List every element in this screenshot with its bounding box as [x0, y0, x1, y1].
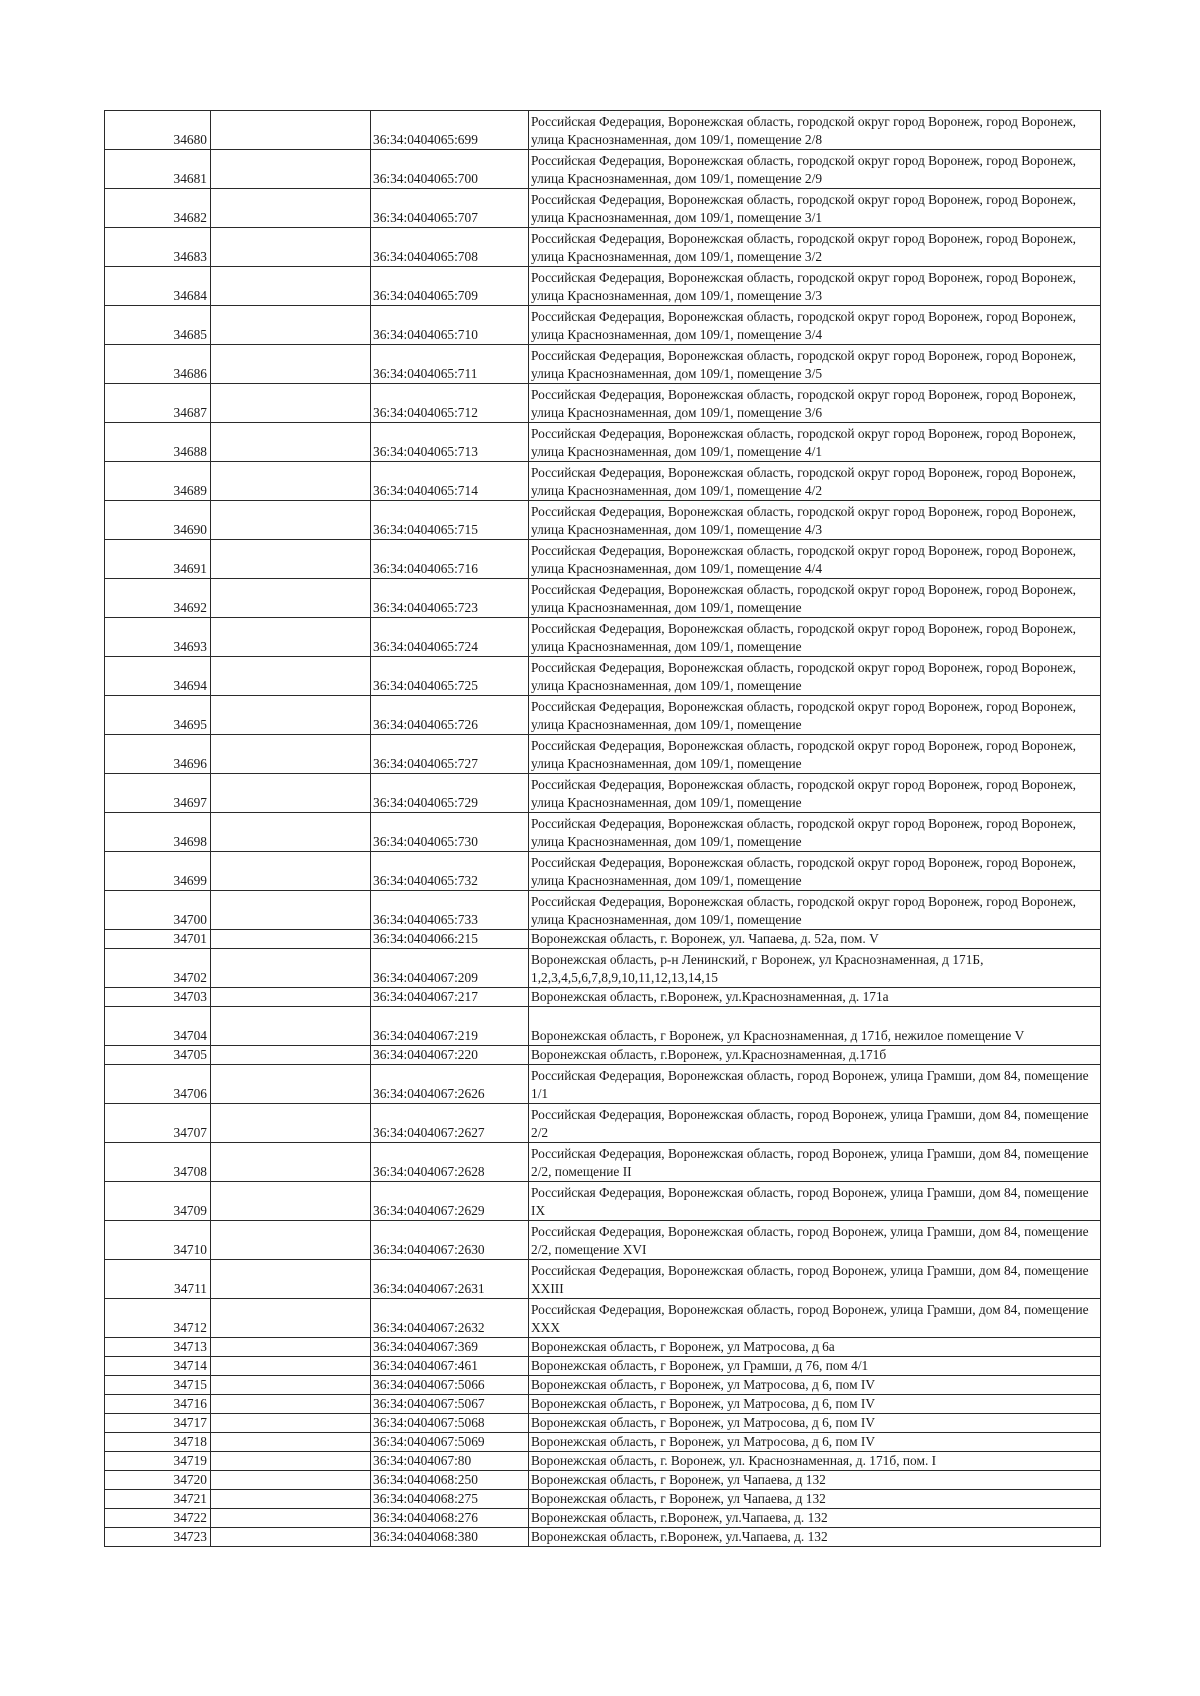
table-row — [105, 345, 1101, 384]
cadastral-number-cell: 36:34:0404065:733 — [371, 891, 529, 930]
empty-cell — [211, 462, 371, 501]
table-row — [105, 1260, 1101, 1299]
cadastral-number-cell: 36:34:0404067:2630 — [371, 1221, 529, 1260]
table-row — [105, 949, 1101, 988]
row-number-cell: 34685 — [105, 306, 211, 345]
empty-cell — [211, 345, 371, 384]
empty-cell — [211, 1395, 371, 1414]
property-table — [104, 110, 1101, 1547]
cadastral-number-cell: 36:34:0404065:729 — [371, 774, 529, 813]
cadastral-number-cell: 36:34:0404065:716 — [371, 540, 529, 579]
cadastral-number-cell: 36:34:0404068:275 — [371, 1490, 529, 1509]
empty-cell — [211, 1414, 371, 1433]
empty-cell — [211, 988, 371, 1007]
row-number-cell: 34723 — [105, 1528, 211, 1547]
address-cell: Российская Федерация, Воронежская область, городской округ город Воронеж, город Воронеж, улица Краснознаменная, дом 109/1, помещение 4/1 — [529, 423, 1101, 462]
address-cell: Российская Федерация, Воронежская область, город Воронеж, улица Грамши, дом 84, помещение 1/1 — [529, 1065, 1101, 1104]
empty-cell — [211, 735, 371, 774]
address-cell: Воронежская область, г Воронеж, ул Чапаева, д 132 — [529, 1471, 1101, 1490]
table-row — [105, 657, 1101, 696]
table-row — [105, 735, 1101, 774]
empty-cell — [211, 1260, 371, 1299]
empty-cell — [211, 1065, 371, 1104]
row-number-cell: 34712 — [105, 1299, 211, 1338]
empty-cell — [211, 1509, 371, 1528]
row-number-cell: 34714 — [105, 1357, 211, 1376]
address-cell: Воронежская область, г Воронеж, ул Матросова, д 6а — [529, 1338, 1101, 1357]
address-cell: Воронежская область, г Воронеж, ул Матросова, д 6, пом IV — [529, 1433, 1101, 1452]
row-number-cell: 34687 — [105, 384, 211, 423]
table-row — [105, 1046, 1101, 1065]
row-number-cell: 34717 — [105, 1414, 211, 1433]
table-row — [105, 228, 1101, 267]
table-row — [105, 1433, 1101, 1452]
cadastral-number-cell: 36:34:0404067:2629 — [371, 1182, 529, 1221]
table-row — [105, 111, 1101, 150]
row-number-cell: 34716 — [105, 1395, 211, 1414]
row-number-cell: 34718 — [105, 1433, 211, 1452]
table-row — [105, 1395, 1101, 1414]
table-row — [105, 1471, 1101, 1490]
table-row — [105, 267, 1101, 306]
row-number-cell: 34689 — [105, 462, 211, 501]
table-row — [105, 1490, 1101, 1509]
cadastral-number-cell: 36:34:0404065:709 — [371, 267, 529, 306]
address-cell: Российская Федерация, Воронежская область, городской округ город Воронеж, город Воронеж, улица Краснознаменная, дом 109/1, помещение 2/8 — [529, 111, 1101, 150]
address-cell: Российская Федерация, Воронежская область, город Воронеж, улица Грамши, дом 84, помещение XXIII — [529, 1260, 1101, 1299]
table-row — [105, 1338, 1101, 1357]
address-cell: Воронежская область, г.Воронеж, ул.Чапаева, д. 132 — [529, 1528, 1101, 1547]
table-row — [105, 423, 1101, 462]
table-row — [105, 1182, 1101, 1221]
property-table-body — [105, 111, 1101, 1547]
empty-cell — [211, 1452, 371, 1471]
cadastral-number-cell: 36:34:0404065:727 — [371, 735, 529, 774]
cadastral-number-cell: 36:34:0404067:2627 — [371, 1104, 529, 1143]
row-number-cell: 34719 — [105, 1452, 211, 1471]
row-number-cell: 34681 — [105, 150, 211, 189]
address-cell: Российская Федерация, Воронежская область, городской округ город Воронеж, город Воронеж, улица Краснознаменная, дом 109/1, помещение 2/9 — [529, 150, 1101, 189]
address-cell: Российская Федерация, Воронежская область, городской округ город Воронеж, город Воронеж, улица Краснознаменная, дом 109/1, помещение — [529, 696, 1101, 735]
table-row — [105, 988, 1101, 1007]
empty-cell — [211, 657, 371, 696]
empty-cell — [211, 1376, 371, 1395]
cadastral-number-cell: 36:34:0404067:209 — [371, 949, 529, 988]
address-cell: Российская Федерация, Воронежская область, городской округ город Воронеж, город Воронеж, улица Краснознаменная, дом 109/1, помещение — [529, 618, 1101, 657]
address-cell: Российская Федерация, Воронежская область, город Воронеж, улица Грамши, дом 84, помещение XXX — [529, 1299, 1101, 1338]
cadastral-number-cell: 36:34:0404067:5069 — [371, 1433, 529, 1452]
empty-cell — [211, 852, 371, 891]
table-row — [105, 1065, 1101, 1104]
cadastral-number-cell: 36:34:0404067:461 — [371, 1357, 529, 1376]
table-row — [105, 618, 1101, 657]
row-number-cell: 34683 — [105, 228, 211, 267]
table-row — [105, 1007, 1101, 1046]
address-cell: Российская Федерация, Воронежская область, городской округ город Воронеж, город Воронеж, улица Краснознаменная, дом 109/1, помещение 4/2 — [529, 462, 1101, 501]
cadastral-number-cell: 36:34:0404066:215 — [371, 930, 529, 949]
empty-cell — [211, 813, 371, 852]
cadastral-number-cell: 36:34:0404067:2632 — [371, 1299, 529, 1338]
empty-cell — [211, 1104, 371, 1143]
cadastral-number-cell: 36:34:0404068:380 — [371, 1528, 529, 1547]
empty-cell — [211, 1433, 371, 1452]
address-cell: Российская Федерация, Воронежская область, город Воронеж, улица Грамши, дом 84, помещение IX — [529, 1182, 1101, 1221]
row-number-cell: 34705 — [105, 1046, 211, 1065]
cadastral-number-cell: 36:34:0404067:80 — [371, 1452, 529, 1471]
address-cell: Воронежская область, г Воронеж, ул Матросова, д 6, пом IV — [529, 1376, 1101, 1395]
empty-cell — [211, 579, 371, 618]
address-cell: Российская Федерация, Воронежская область, город Воронеж, улица Грамши, дом 84, помещение 2/2, помещение XVI — [529, 1221, 1101, 1260]
empty-cell — [211, 930, 371, 949]
address-cell: Воронежская область, г. Воронеж, ул. Чапаева, д. 52а, пом. V — [529, 930, 1101, 949]
address-cell: Российская Федерация, Воронежская область, городской округ город Воронеж, город Воронеж, улица Краснознаменная, дом 109/1, помещение — [529, 657, 1101, 696]
row-number-cell: 34693 — [105, 618, 211, 657]
row-number-cell: 34701 — [105, 930, 211, 949]
row-number-cell: 34715 — [105, 1376, 211, 1395]
table-row — [105, 696, 1101, 735]
cadastral-number-cell: 36:34:0404067:5068 — [371, 1414, 529, 1433]
table-row — [105, 930, 1101, 949]
cadastral-number-cell: 36:34:0404065:714 — [371, 462, 529, 501]
address-cell: Российская Федерация, Воронежская область, городской округ город Воронеж, город Воронеж, улица Краснознаменная, дом 109/1, помещение — [529, 579, 1101, 618]
table-row — [105, 813, 1101, 852]
cadastral-number-cell: 36:34:0404067:217 — [371, 988, 529, 1007]
empty-cell — [211, 1046, 371, 1065]
empty-cell — [211, 111, 371, 150]
cadastral-number-cell: 36:34:0404068:250 — [371, 1471, 529, 1490]
table-row — [105, 1143, 1101, 1182]
row-number-cell: 34691 — [105, 540, 211, 579]
empty-cell — [211, 228, 371, 267]
table-row — [105, 306, 1101, 345]
empty-cell — [211, 1182, 371, 1221]
address-cell: Воронежская область, р-н Ленинский, г Воронеж, ул Краснознаменная, д 171Б, 1,2,3,4,5,6,7,8,9,10,11,12,13,14,15 — [529, 949, 1101, 988]
address-cell: Воронежская область, г Воронеж, ул Матросова, д 6, пом IV — [529, 1414, 1101, 1433]
cadastral-number-cell: 36:34:0404065:699 — [371, 111, 529, 150]
cadastral-number-cell: 36:34:0404068:276 — [371, 1509, 529, 1528]
row-number-cell: 34708 — [105, 1143, 211, 1182]
cadastral-number-cell: 36:34:0404067:369 — [371, 1338, 529, 1357]
row-number-cell: 34706 — [105, 1065, 211, 1104]
table-row — [105, 1509, 1101, 1528]
empty-cell — [211, 1221, 371, 1260]
row-number-cell: 34710 — [105, 1221, 211, 1260]
table-row — [105, 1376, 1101, 1395]
row-number-cell: 34698 — [105, 813, 211, 852]
address-cell: Российская Федерация, Воронежская область, городской округ город Воронеж, город Воронеж, улица Краснознаменная, дом 109/1, помещение 4/4 — [529, 540, 1101, 579]
row-number-cell: 34684 — [105, 267, 211, 306]
row-number-cell: 34721 — [105, 1490, 211, 1509]
row-number-cell: 34711 — [105, 1260, 211, 1299]
address-cell: Российская Федерация, Воронежская область, городской округ город Воронеж, город Воронеж, улица Краснознаменная, дом 109/1, помещение 3/2 — [529, 228, 1101, 267]
cadastral-number-cell: 36:34:0404067:2628 — [371, 1143, 529, 1182]
empty-cell — [211, 423, 371, 462]
cadastral-number-cell: 36:34:0404065:724 — [371, 618, 529, 657]
row-number-cell: 34720 — [105, 1471, 211, 1490]
empty-cell — [211, 696, 371, 735]
empty-cell — [211, 891, 371, 930]
row-number-cell: 34700 — [105, 891, 211, 930]
empty-cell — [211, 267, 371, 306]
address-cell: Воронежская область, г.Воронеж, ул.Краснознаменная, д. 171а — [529, 988, 1101, 1007]
address-cell: Российская Федерация, Воронежская область, городской округ город Воронеж, город Воронеж, улица Краснознаменная, дом 109/1, помещение 4/3 — [529, 501, 1101, 540]
table-row — [105, 1221, 1101, 1260]
address-cell: Российская Федерация, Воронежская область, город Воронеж, улица Грамши, дом 84, помещение 2/2, помещение II — [529, 1143, 1101, 1182]
empty-cell — [211, 501, 371, 540]
table-row — [105, 891, 1101, 930]
row-number-cell: 34707 — [105, 1104, 211, 1143]
empty-cell — [211, 1471, 371, 1490]
address-cell: Российская Федерация, Воронежская область, городской округ город Воронеж, город Воронеж, улица Краснознаменная, дом 109/1, помещение 3/3 — [529, 267, 1101, 306]
empty-cell — [211, 618, 371, 657]
address-cell: Воронежская область, г Воронеж, ул Чапаева, д 132 — [529, 1490, 1101, 1509]
cadastral-number-cell: 36:34:0404065:712 — [371, 384, 529, 423]
table-row — [105, 1452, 1101, 1471]
empty-cell — [211, 1357, 371, 1376]
table-row — [105, 579, 1101, 618]
cadastral-number-cell: 36:34:0404065:715 — [371, 501, 529, 540]
address-cell: Российская Федерация, Воронежская область, городской округ город Воронеж, город Воронеж, улица Краснознаменная, дом 109/1, помещение — [529, 891, 1101, 930]
table-row — [105, 852, 1101, 891]
address-cell: Воронежская область, г Воронеж, ул Грамши, д 76, пом 4/1 — [529, 1357, 1101, 1376]
registry-sheet — [104, 110, 1100, 1547]
cadastral-number-cell: 36:34:0404065:708 — [371, 228, 529, 267]
row-number-cell: 34722 — [105, 1509, 211, 1528]
row-number-cell: 34692 — [105, 579, 211, 618]
address-cell: Воронежская область, г Воронеж, ул Краснознаменная, д 171б, нежилое помещение V — [529, 1007, 1101, 1046]
address-cell: Российская Федерация, Воронежская область, городской округ город Воронеж, город Воронеж, улица Краснознаменная, дом 109/1, помещение 3/5 — [529, 345, 1101, 384]
row-number-cell: 34695 — [105, 696, 211, 735]
cadastral-number-cell: 36:34:0404065:732 — [371, 852, 529, 891]
table-row — [105, 384, 1101, 423]
table-row — [105, 1528, 1101, 1547]
row-number-cell: 34699 — [105, 852, 211, 891]
table-row — [105, 150, 1101, 189]
cadastral-number-cell: 36:34:0404065:711 — [371, 345, 529, 384]
table-row — [105, 189, 1101, 228]
cadastral-number-cell: 36:34:0404065:723 — [371, 579, 529, 618]
address-cell: Российская Федерация, Воронежская область, город Воронеж, улица Грамши, дом 84, помещение 2/2 — [529, 1104, 1101, 1143]
cadastral-number-cell: 36:34:0404065:700 — [371, 150, 529, 189]
address-cell: Воронежская область, г.Воронеж, ул.Краснознаменная, д.171б — [529, 1046, 1101, 1065]
address-cell: Российская Федерация, Воронежская область, городской округ город Воронеж, город Воронеж, улица Краснознаменная, дом 109/1, помещение 3/1 — [529, 189, 1101, 228]
address-cell: Российская Федерация, Воронежская область, городской округ город Воронеж, город Воронеж, улица Краснознаменная, дом 109/1, помещение — [529, 852, 1101, 891]
table-row — [105, 1357, 1101, 1376]
address-cell: Воронежская область, г.Воронеж, ул.Чапаева, д. 132 — [529, 1509, 1101, 1528]
empty-cell — [211, 1528, 371, 1547]
empty-cell — [211, 1338, 371, 1357]
empty-cell — [211, 189, 371, 228]
row-number-cell: 34682 — [105, 189, 211, 228]
cadastral-number-cell: 36:34:0404067:219 — [371, 1007, 529, 1046]
row-number-cell: 34686 — [105, 345, 211, 384]
row-number-cell: 34704 — [105, 1007, 211, 1046]
table-row — [105, 774, 1101, 813]
cadastral-number-cell: 36:34:0404065:725 — [371, 657, 529, 696]
cadastral-number-cell: 36:34:0404067:5067 — [371, 1395, 529, 1414]
cadastral-number-cell: 36:34:0404065:713 — [371, 423, 529, 462]
row-number-cell: 34696 — [105, 735, 211, 774]
table-row — [105, 1104, 1101, 1143]
row-number-cell: 34680 — [105, 111, 211, 150]
table-row — [105, 1414, 1101, 1433]
cadastral-number-cell: 36:34:0404065:726 — [371, 696, 529, 735]
empty-cell — [211, 1299, 371, 1338]
empty-cell — [211, 1490, 371, 1509]
row-number-cell: 34694 — [105, 657, 211, 696]
empty-cell — [211, 384, 371, 423]
address-cell: Российская Федерация, Воронежская область, городской округ город Воронеж, город Воронеж, улица Краснознаменная, дом 109/1, помещение — [529, 813, 1101, 852]
empty-cell — [211, 949, 371, 988]
address-cell: Российская Федерация, Воронежская область, городской округ город Воронеж, город Воронеж, улица Краснознаменная, дом 109/1, помещение — [529, 735, 1101, 774]
cadastral-number-cell: 36:34:0404067:220 — [371, 1046, 529, 1065]
row-number-cell: 34713 — [105, 1338, 211, 1357]
cadastral-number-cell: 36:34:0404067:2626 — [371, 1065, 529, 1104]
empty-cell — [211, 1007, 371, 1046]
row-number-cell: 34688 — [105, 423, 211, 462]
empty-cell — [211, 540, 371, 579]
table-row — [105, 462, 1101, 501]
cadastral-number-cell: 36:34:0404067:5066 — [371, 1376, 529, 1395]
cadastral-number-cell: 36:34:0404067:2631 — [371, 1260, 529, 1299]
empty-cell — [211, 774, 371, 813]
empty-cell — [211, 150, 371, 189]
cadastral-number-cell: 36:34:0404065:710 — [371, 306, 529, 345]
address-cell: Российская Федерация, Воронежская область, городской округ город Воронеж, город Воронеж, улица Краснознаменная, дом 109/1, помещение 3/6 — [529, 384, 1101, 423]
address-cell: Воронежская область, г. Воронеж, ул. Краснознаменная, д. 171б, пом. I — [529, 1452, 1101, 1471]
row-number-cell: 34690 — [105, 501, 211, 540]
row-number-cell: 34703 — [105, 988, 211, 1007]
table-row — [105, 1299, 1101, 1338]
empty-cell — [211, 1143, 371, 1182]
address-cell: Воронежская область, г Воронеж, ул Матросова, д 6, пом IV — [529, 1395, 1101, 1414]
row-number-cell: 34702 — [105, 949, 211, 988]
empty-cell — [211, 306, 371, 345]
address-cell: Российская Федерация, Воронежская область, городской округ город Воронеж, город Воронеж, улица Краснознаменная, дом 109/1, помещение 3/4 — [529, 306, 1101, 345]
row-number-cell: 34709 — [105, 1182, 211, 1221]
row-number-cell: 34697 — [105, 774, 211, 813]
cadastral-number-cell: 36:34:0404065:730 — [371, 813, 529, 852]
cadastral-number-cell: 36:34:0404065:707 — [371, 189, 529, 228]
table-row — [105, 540, 1101, 579]
table-row — [105, 501, 1101, 540]
address-cell: Российская Федерация, Воронежская область, городской округ город Воронеж, город Воронеж, улица Краснознаменная, дом 109/1, помещение — [529, 774, 1101, 813]
